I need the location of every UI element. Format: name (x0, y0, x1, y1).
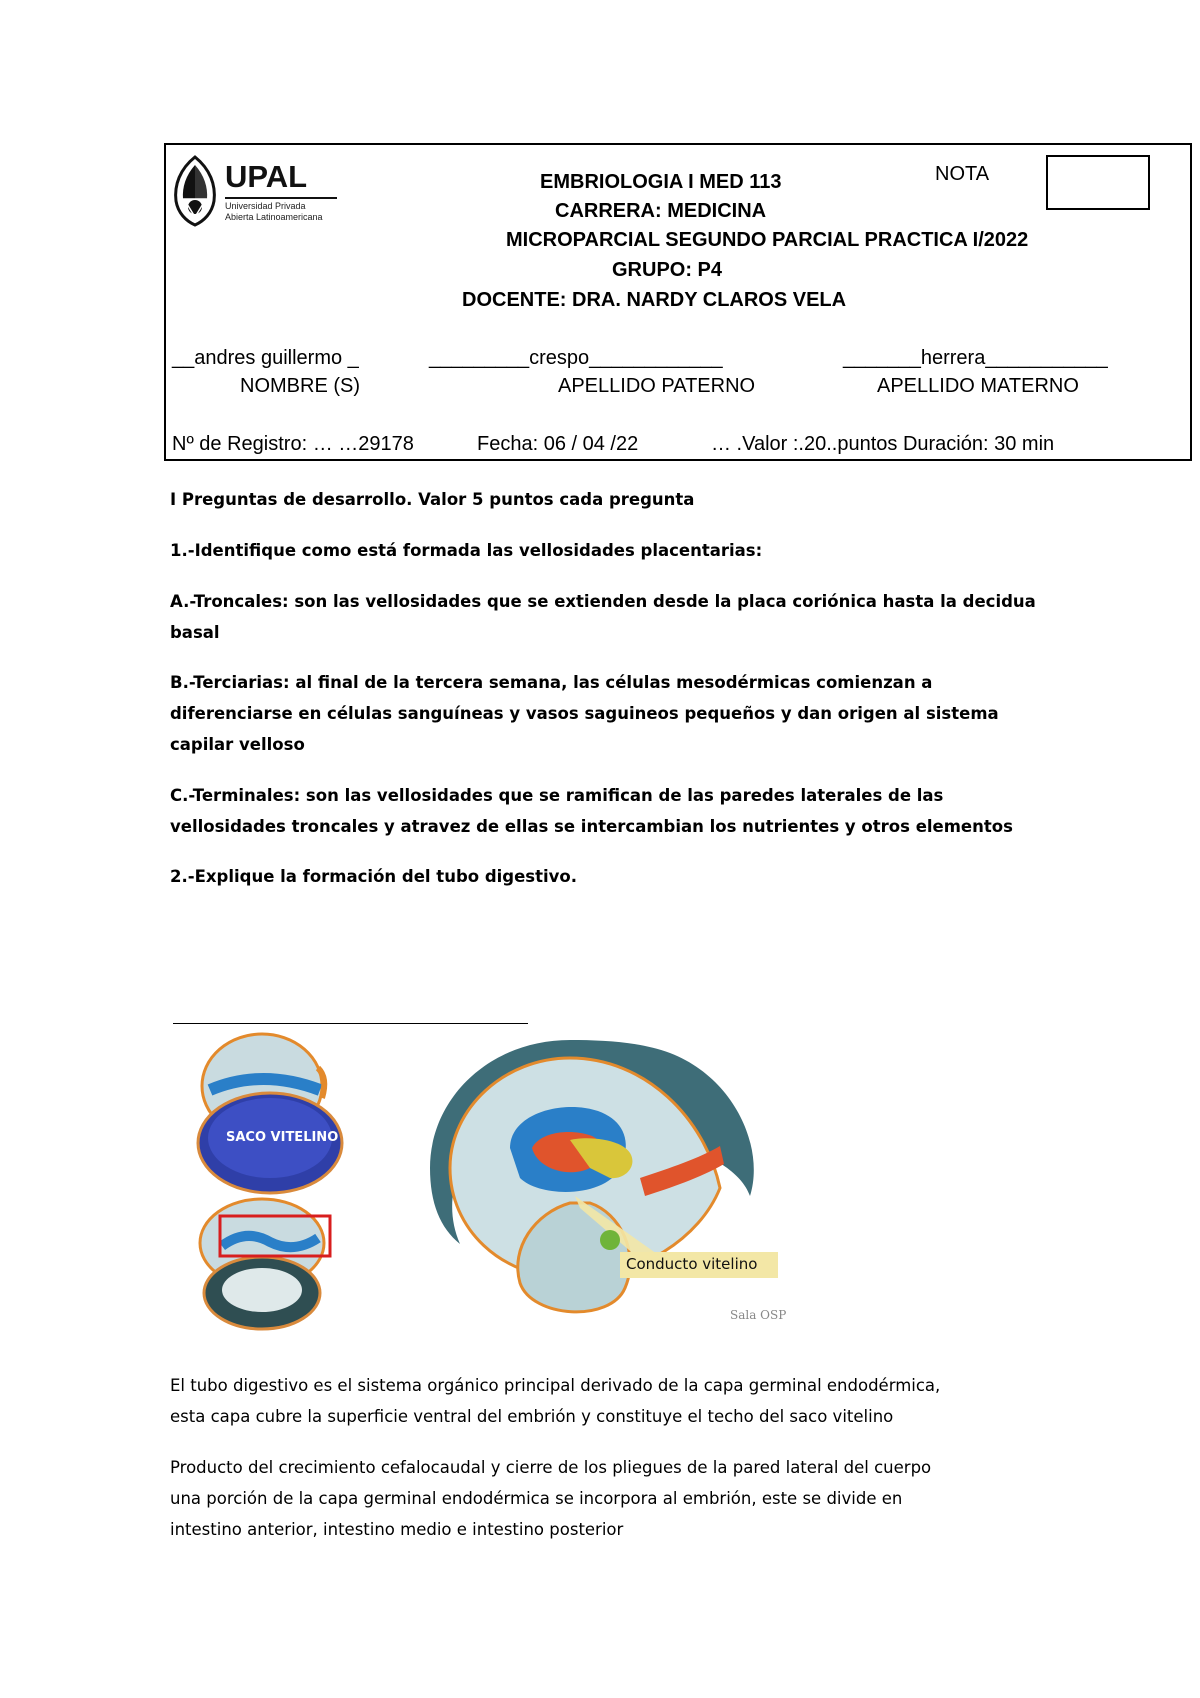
logo-divider (225, 197, 337, 199)
teacher-title: DOCENTE: DRA. NARDY CLAROS VELA (462, 289, 847, 311)
conducto-vitelino-label: Conducto vitelino (626, 1255, 758, 1273)
answer-2-p1-line2: esta capa cubre la superficie ventral del embrión y constituye el techo del saco vitelino (170, 1407, 894, 1426)
nombre-label: NOMBRE (S) (240, 375, 360, 397)
answer-b-line3: capilar velloso (170, 735, 305, 754)
answer-b-line1: B.-Terciarias: al final de la tercera semana, las células mesodérmicas comienzan a (170, 673, 933, 692)
separator-line (173, 1023, 528, 1024)
career-title: CARRERA: MEDICINA (555, 200, 767, 222)
exam-title: MICROPARCIAL SEGUNDO PARCIAL PRACTICA I/2022 (506, 229, 1029, 251)
answer-a-line2: basal (170, 623, 220, 642)
upal-logo-line2: Abierta Latinoamericana (225, 212, 323, 222)
upal-logo-name: UPAL (225, 159, 308, 194)
nombre-value: __andres guillermo _ (172, 347, 359, 369)
nota-field[interactable] (1046, 155, 1150, 210)
valor-field: … .Valor :.20..puntos Duración: 30 min (711, 433, 1055, 455)
materno-value: _______herrera___________ (843, 347, 1108, 369)
fecha-field: Fecha: 06 / 04 /22 (477, 433, 639, 455)
paterno-value: _________crespo____________ (429, 347, 723, 369)
answer-c-line2: vellosidades troncales y atravez de ellas se intercambian los nutrientes y otros elementos (170, 817, 1013, 836)
group-title: GRUPO: P4 (612, 259, 723, 281)
embryo-figure-left (190, 1028, 360, 1338)
upal-logo-line1: Universidad Privada (225, 201, 306, 211)
course-title: EMBRIOLOGIA I MED 113 (540, 171, 782, 193)
upal-logo (170, 155, 345, 230)
section-title: I Preguntas de desarrollo. Valor 5 puntos cada pregunta (170, 490, 695, 509)
embryo-figure-right (420, 1028, 800, 1338)
answer-2-p1-line1: El tubo digestivo es el sistema orgánico principal derivado de la capa germinal endodérmica, (170, 1376, 941, 1395)
figure-credit: Sala OSP (730, 1308, 787, 1322)
answer-a-line1: A.-Troncales: son las vellosidades que se extienden desde la placa coriónica hasta la decidua (170, 592, 1036, 611)
question-1: 1.-Identifique como está formada las vellosidades placentarias: (170, 541, 763, 560)
paterno-label: APELLIDO PATERNO (558, 375, 756, 397)
upal-emblem-icon (170, 155, 220, 227)
answer-b-line2: diferenciarse en células sanguíneas y vasos saguineos pequeños y dan origen al sistema (170, 704, 999, 723)
answer-2-p2-line2: una porción de la capa germinal endodérmica se incorpora al embrión, este se divide en (170, 1489, 903, 1508)
materno-label: APELLIDO MATERNO (877, 375, 1079, 397)
answer-2-p2-line1: Producto del crecimiento cefalocaudal y cierre de los pliegues de la pared lateral del cuerpo (170, 1458, 932, 1477)
answer-2-p2-line3: intestino anterior, intestino medio e intestino posterior (170, 1520, 624, 1539)
answer-c-line1: C.-Terminales: son las vellosidades que se ramifican de las paredes laterales de las (170, 786, 944, 805)
saco-vitelino-label: SACO VITELINO (226, 1130, 339, 1145)
question-2: 2.-Explique la formación del tubo digestivo. (170, 867, 578, 886)
registro-field: Nº de Registro: … …29178 (172, 433, 414, 455)
nota-label: NOTA (935, 163, 990, 185)
